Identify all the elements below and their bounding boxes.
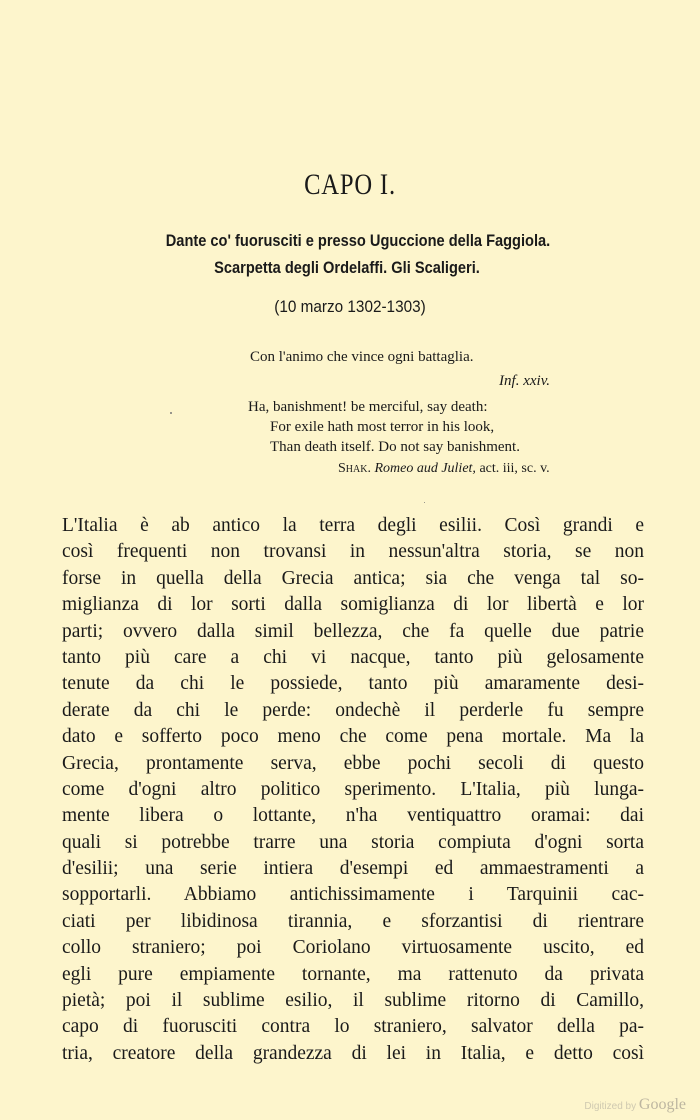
epigraph-source-work: Romeo aud Juliet, — [374, 461, 476, 476]
print-speck — [170, 412, 172, 414]
watermark-brand: Google — [638, 1096, 686, 1113]
chapter-dates: (10 marzo 1302-1303) — [274, 297, 426, 316]
body-line: come d'ogni altro politico sperimento. L'Italia, più lunga- — [62, 778, 644, 800]
body-line: quali si potrebbe trarre una storia compiuta d'ogni sorta — [62, 831, 644, 853]
watermark-prefix: Digitized by — [584, 1101, 637, 1112]
epigraph-italian-line: Con l'animo che vince ogni battaglia. — [250, 349, 474, 365]
body-line: sopportarli. Abbiamo antichissimamente i Tarquinii cac- — [62, 884, 644, 906]
epigraph-english-line-1: Ha, banishment! be merciful, say death: — [248, 399, 488, 415]
page-title: CAPO I. — [304, 168, 396, 201]
body-line: dato e sofferto poco meno che come pena mortale. Ma la — [62, 726, 644, 748]
body-line: tanto più care a chi vi nacque, tanto più gelosamente — [62, 646, 644, 668]
body-line: parti; ovvero dalla simil bellezza, che fa quelle due patrie — [62, 620, 644, 642]
body-line: miglianza di lor sorti dalla somiglianza di lor libertà e lor — [62, 594, 644, 616]
body-line: Grecia, prontamente serva, ebbe pochi secoli di questo — [62, 752, 644, 774]
digitization-watermark — [584, 1096, 686, 1114]
epigraph-english-line-2: For exile hath most terror in his look, — [270, 419, 495, 435]
body-line: tenute da chi le possiede, tanto più amaramente desi- — [62, 673, 644, 695]
body-line: capo di fuorusciti contra lo straniero, salvator della pa- — [62, 1016, 644, 1038]
epigraph-italian-source: Inf. xxiv. — [499, 373, 550, 389]
body-line: L'Italia è ab antico la terra degli esilii. Così grandi e — [62, 515, 644, 536]
body-line: derate da chi le perde: ondechè il perderle fu sempre — [62, 699, 644, 721]
epigraph-source-act: act. iii, sc. v. — [479, 461, 550, 476]
epigraph-english-line-3: Than death itself. Do not say banishment. — [270, 439, 520, 455]
print-speck — [424, 502, 425, 503]
chapter-subtitle-line-2: Scarpetta degli Ordelaffi. Gli Scaligeri. — [214, 258, 480, 277]
body-line: pietà; poi il sublime esilio, il sublime ritorno di Camillo, — [62, 990, 644, 1012]
body-line: così frequenti non trovansi in nessun'altra storia, se non — [62, 541, 644, 563]
body-text — [62, 513, 644, 1067]
body-line: tria, creatore della grandezza di lei in Italia, e detto così — [62, 1042, 644, 1064]
epigraph-source-author: Shak. — [338, 461, 371, 476]
body-line: mente libera o lottante, n'ha ventiquattro oramai: dai — [62, 805, 644, 827]
body-line: collo straniero; poi Coriolano virtuosamente uscito, ed — [62, 937, 644, 959]
body-line: egli pure empiamente tornante, ma rattenuto da privata — [62, 963, 644, 985]
body-line: d'esilii; una serie intiera d'esempi ed ammaestramenti a — [62, 858, 644, 880]
chapter-subtitle-line-1: Dante co' fuorusciti e presso Uguccione della Faggiola. — [165, 231, 551, 250]
epigraph-english-source — [338, 461, 550, 477]
body-line: forse in quella della Grecia antica; sia che venga tal so- — [62, 567, 644, 589]
body-line: ciati per libidinosa tirannia, e sforzantisi di rientrare — [62, 910, 644, 932]
